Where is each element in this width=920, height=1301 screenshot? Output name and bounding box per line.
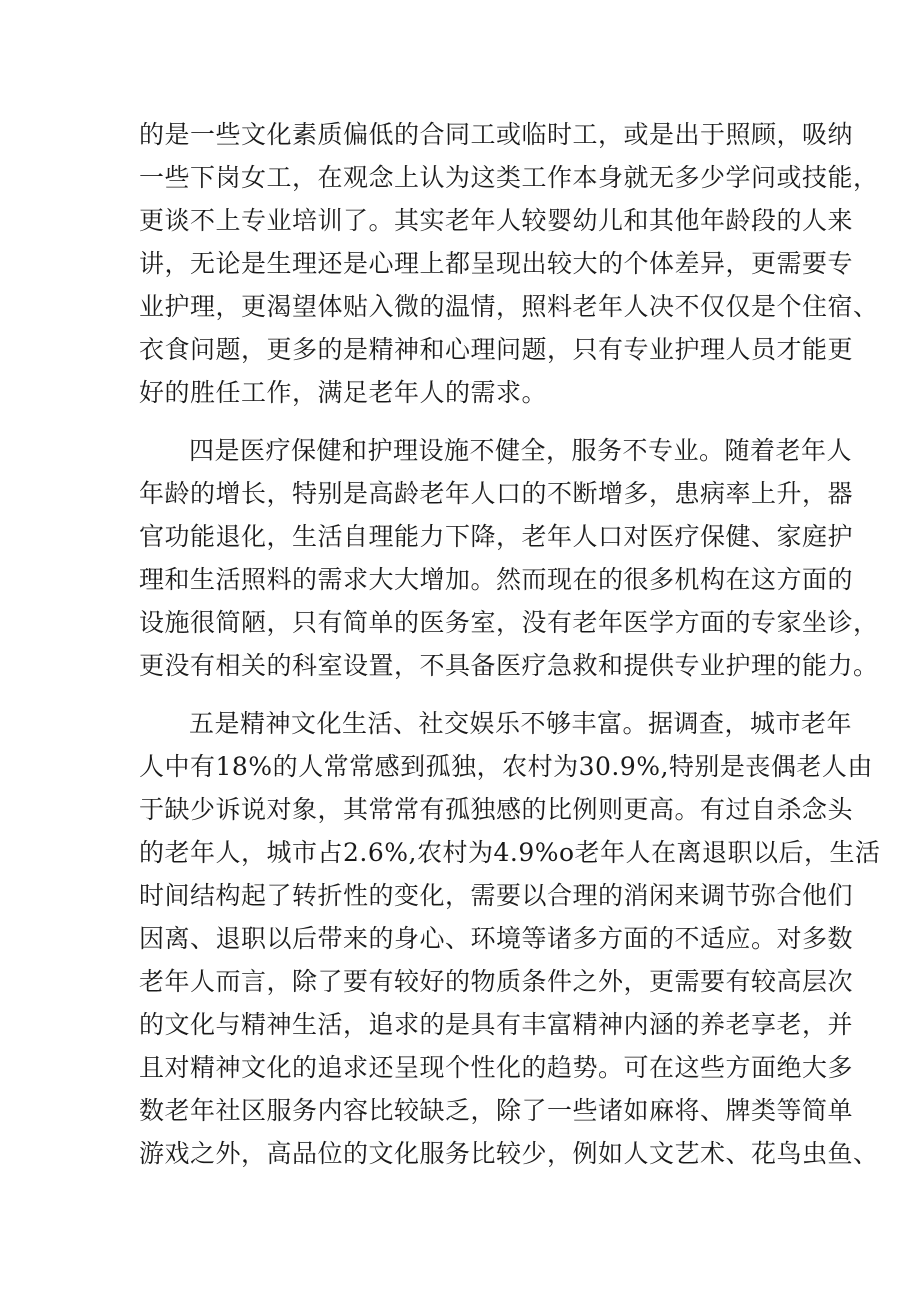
document-body [139,113,881,1175]
text-line: 好的胜任工作，满足老年人的需求。 [139,378,548,407]
text-line: 且对精神文化的追求还呈现个性化的趋势。可在这些方面绝大多 [139,1053,854,1082]
text-line: 五是精神文化生活、社交娱乐不够丰富。据调查，城市老年 [189,709,853,738]
text-line: 更谈不上专业培训了。其实老年人较婴幼儿和其他年龄段的人来 [139,206,854,235]
text-line: 理和生活照料的需求大大增加。然而现在的很多机构在这方面的 [139,565,854,594]
text-line: 游戏之外，高品位的文化服务比较少，例如人文艺术、花鸟虫鱼、 [139,1139,879,1168]
paragraph-continued [139,113,879,414]
paragraph-medical-care [139,429,879,687]
text-line: 时间结构起了转折性的变化，需要以合理的消闲来调节弥合他们 [139,881,854,910]
text-line: 的是一些文化素质偏低的合同工或临时工，或是出于照顾，吸纳 [139,120,854,149]
text-line: 老年人而言，除了要有较好的物质条件之外，更需要有较高层次 [139,967,854,996]
text-line: 的文化与精神生活，追求的是具有丰富精神内涵的养老享老，并 [139,1010,854,1039]
text-line: 数老年社区服务内容比较缺乏，除了一些诸如麻将、牌类等简单 [139,1096,854,1125]
text-line: 于缺少诉说对象，其常常有孤独感的比例则更高。有过自杀念头 [139,795,854,824]
text-line: 官功能退化，生活自理能力下降，老年人口对医疗保健、家庭护 [139,522,854,551]
text-line: 一些下岗女工，在观念上认为这类工作本身就无多少学问或技能， [139,163,879,192]
text-line: 设施很简陋，只有简单的医务室，没有老年医学方面的专家坐诊， [139,608,879,637]
text-line: 因离、退职以后带来的身心、环境等诸多方面的不适应。对多数 [139,924,854,953]
text-line: 人中有18%的人常常感到孤独，农村为30.9%,特别是丧偶老人由 [139,752,873,781]
paragraph-cultural-life [139,702,881,1175]
text-line: 业护理，更渴望体贴入微的温情，照料老年人决不仅仅是个住宿、 [139,292,879,321]
text-line: 四是医疗保健和护理设施不健全，服务不专业。随着老年人 [189,436,853,465]
text-line: 的老年人，城市占2.6%,农村为4.9%o老年人在离退职以后，生活 [139,838,881,867]
text-line: 讲，无论是生理还是心理上都呈现出较大的个体差异，更需要专 [139,249,854,278]
text-line: 年龄的增长，特别是高龄老年人口的不断增多，患病率上升，器 [139,479,854,508]
text-line: 更没有相关的科室设置，不具备医疗急救和提供专业护理的能力。 [139,651,879,680]
text-line: 衣食问题，更多的是精神和心理问题，只有专业护理人员才能更 [139,335,854,364]
